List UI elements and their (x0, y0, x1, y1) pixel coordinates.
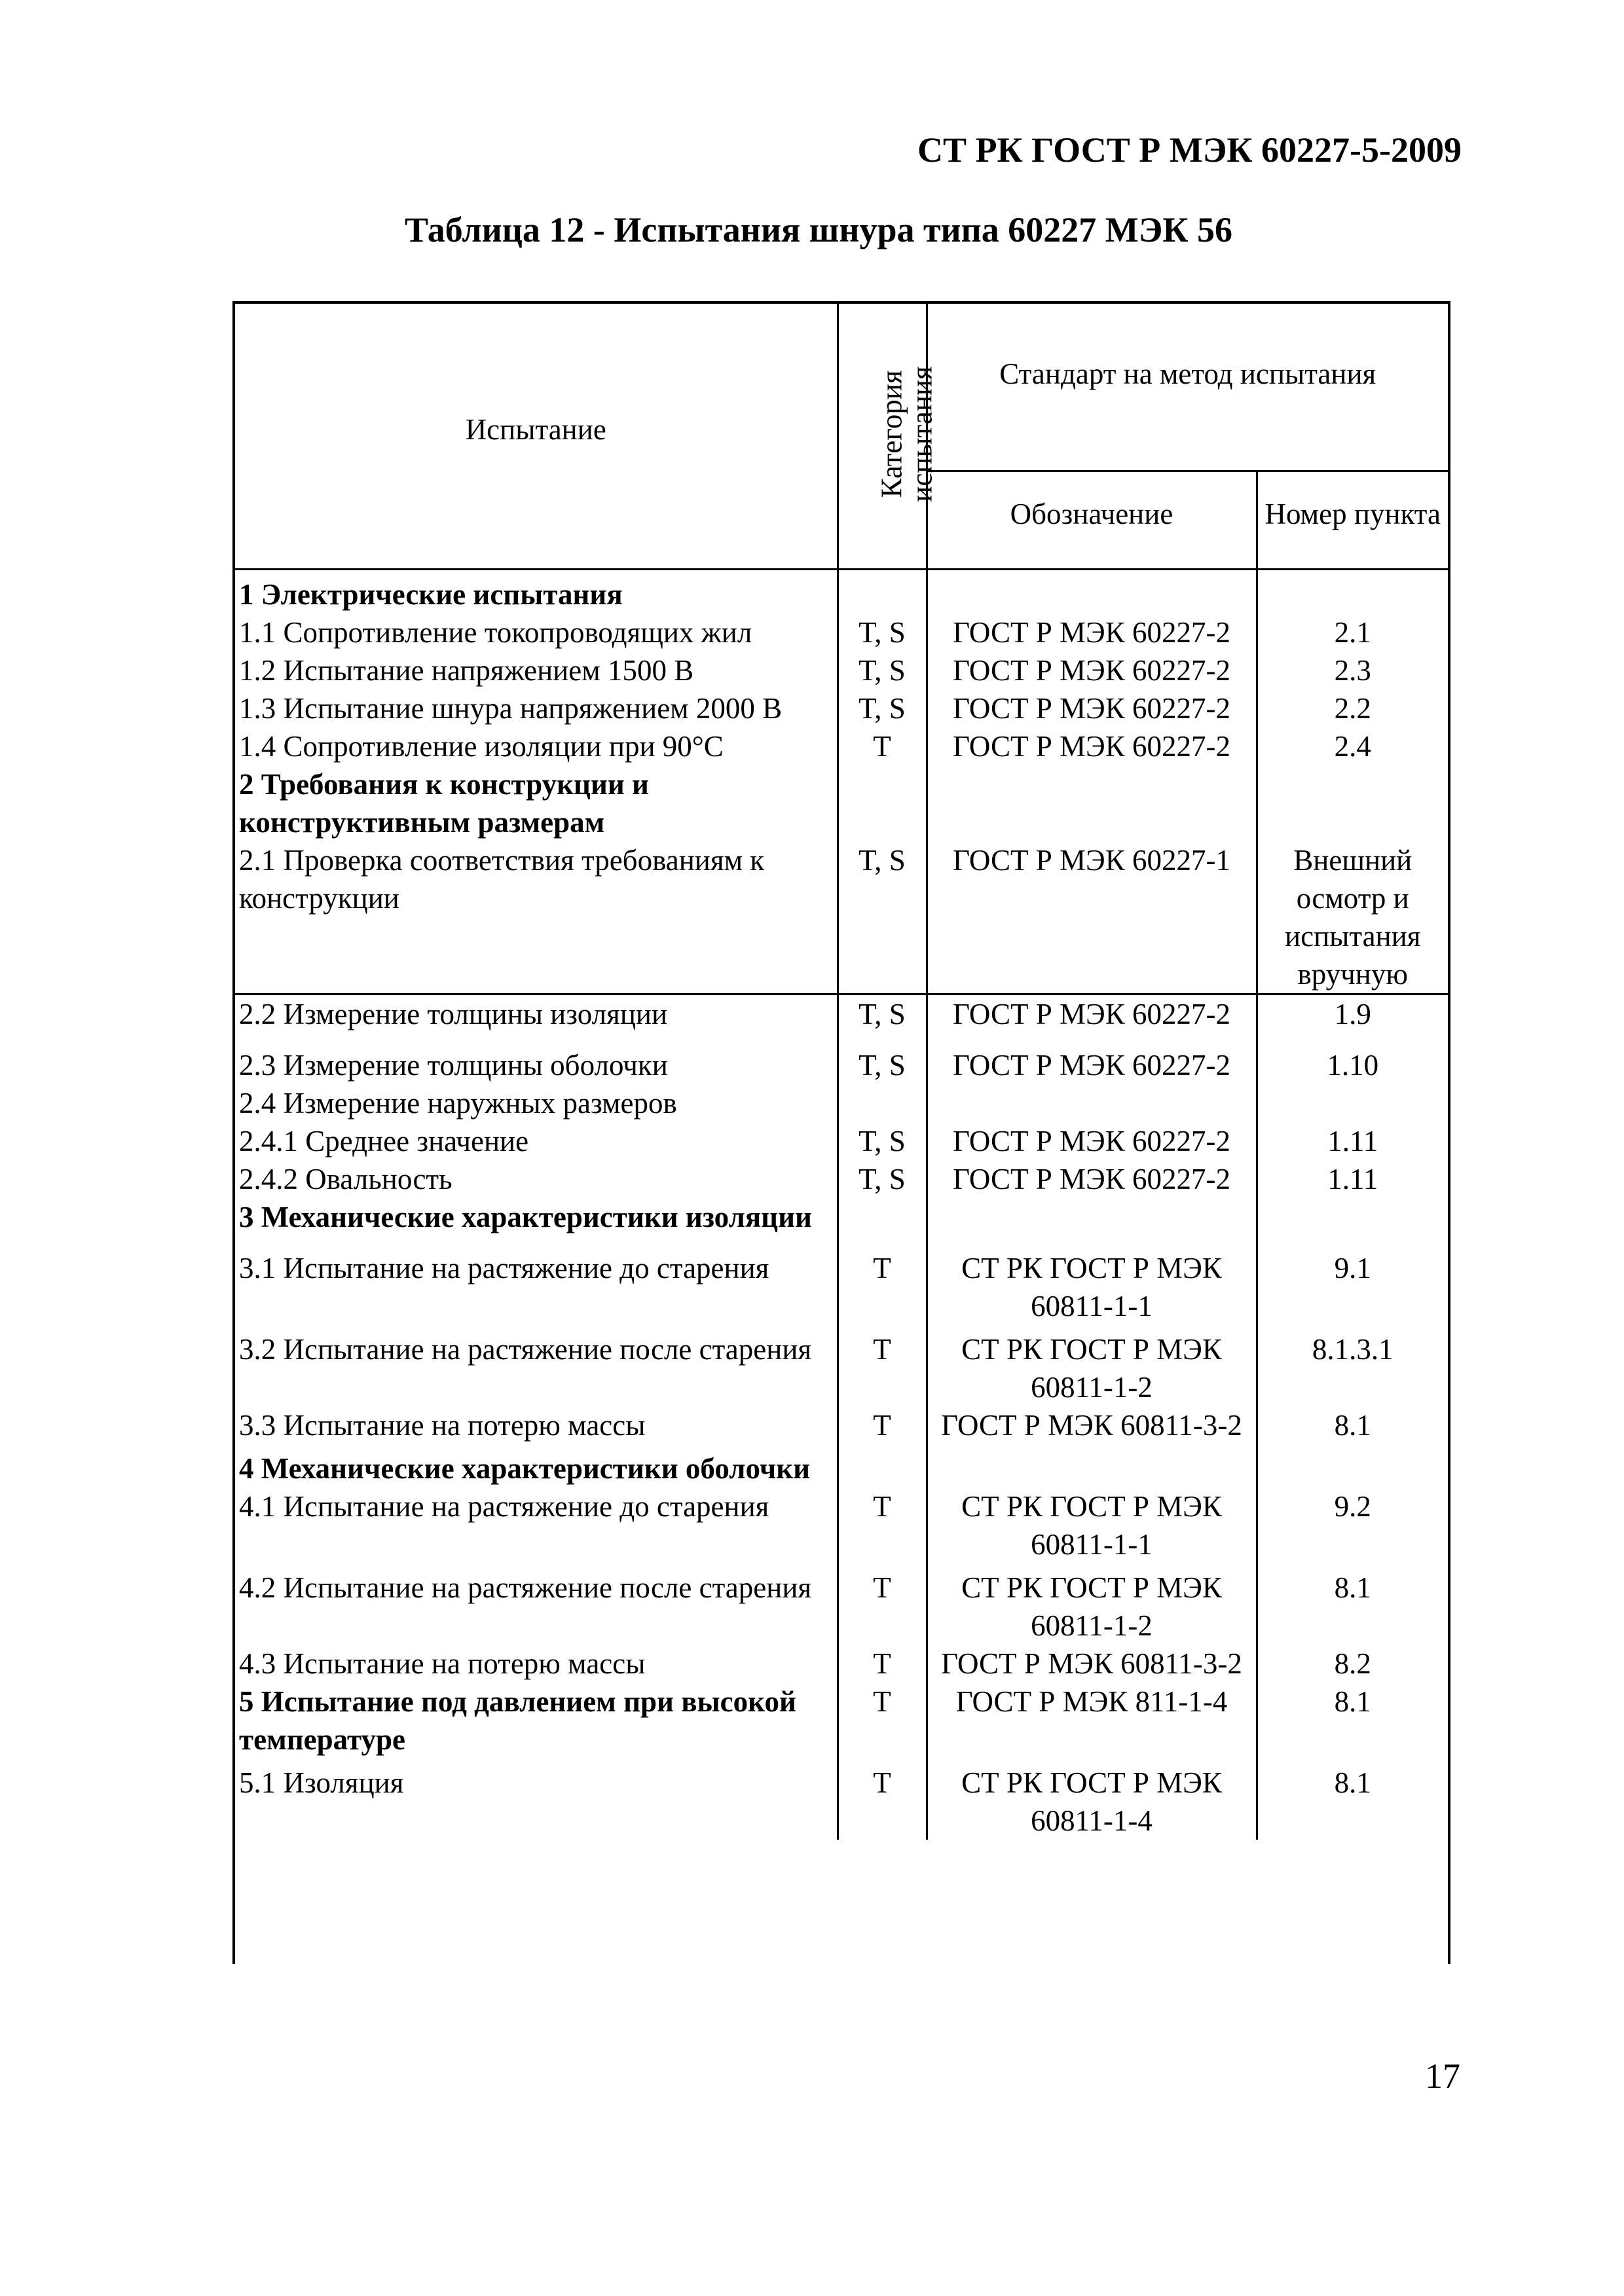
table-row (235, 689, 1448, 727)
row-test: 2.4.2 Овальность (235, 1160, 838, 1198)
table-row (235, 570, 1448, 614)
header-standard: Стандарт на метод испытания (927, 304, 1448, 471)
row-clause: 9.1 (1257, 1249, 1448, 1330)
table-row (235, 727, 1448, 765)
row-category: T, S (838, 689, 927, 727)
row-category: T, S (838, 841, 927, 994)
row-clause: 2.4 (1257, 727, 1448, 765)
row-standard: ГОСТ Р МЭК 60227-2 (927, 727, 1257, 765)
row-clause: 2.1 (1257, 613, 1448, 651)
row-standard: СТ РК ГОСТ Р МЭК 60811-1-2 (927, 1569, 1257, 1645)
row-category (838, 1084, 927, 1122)
row-clause: 2.3 (1257, 651, 1448, 689)
row-standard: СТ РК ГОСТ Р МЭК 60811-1-2 (927, 1330, 1257, 1406)
row-clause: 8.2 (1257, 1645, 1448, 1683)
row-test: 4.2 Испытание на растяжение после старения (235, 1569, 838, 1645)
row-clause: 1.9 (1257, 994, 1448, 1047)
table-row (235, 1330, 1448, 1406)
row-test: 3 Механические характеристики изоляции (235, 1198, 838, 1249)
row-test: 2.2 Измерение толщины изоляции (235, 994, 838, 1047)
row-category (838, 570, 927, 614)
table-row (235, 1645, 1448, 1683)
row-standard: ГОСТ Р МЭК 60227-2 (927, 689, 1257, 727)
row-standard: ГОСТ Р МЭК 60227-2 (927, 994, 1257, 1047)
row-test: 2.1 Проверка соответствия требованиям к конструкции (235, 841, 838, 994)
table-row (235, 1764, 1448, 1840)
table-row (235, 1449, 1448, 1487)
header-category (838, 304, 938, 570)
table-row (235, 1683, 1448, 1764)
row-test: 4.3 Испытание на потерю массы (235, 1645, 838, 1683)
row-clause: Внешний осмотр и испытания вручную (1257, 841, 1448, 994)
row-test: 1.3 Испытание шнура напряжением 2000 В (235, 689, 838, 727)
row-clause: 8.1.3.1 (1257, 1330, 1448, 1406)
row-test: 2.3 Измерение толщины оболочки (235, 1046, 838, 1084)
row-category: T, S (838, 1046, 927, 1084)
header-test: Испытание (235, 304, 838, 570)
row-test: 1.4 Сопротивление изоляции при 90°С (235, 727, 838, 765)
table-row (235, 1249, 1448, 1330)
row-standard (927, 1198, 1257, 1249)
row-category: T, S (838, 1122, 927, 1160)
table-row (235, 1198, 1448, 1249)
row-category: T (838, 1683, 927, 1764)
row-standard: ГОСТ Р МЭК 60227-1 (927, 841, 1257, 994)
table-row (235, 841, 1448, 994)
row-standard: ГОСТ Р МЭК 60227-2 (927, 1160, 1257, 1198)
page-number: 17 (1425, 2056, 1460, 2096)
row-test: 2 Требования к конструкции и конструктивным размерам (235, 765, 838, 841)
row-standard: СТ РК ГОСТ Р МЭК 60811-1-1 (927, 1249, 1257, 1330)
table-row (235, 613, 1448, 651)
table-row (235, 1569, 1448, 1645)
row-category (838, 1449, 927, 1487)
row-standard: ГОСТ Р МЭК 60227-2 (927, 613, 1257, 651)
table-row (235, 1487, 1448, 1569)
row-category: T, S (838, 994, 927, 1047)
row-test: 3.2 Испытание на растяжение после старения (235, 1330, 838, 1406)
row-category: T (838, 1569, 927, 1645)
row-standard (927, 1084, 1257, 1122)
row-standard: ГОСТ Р МЭК 60227-2 (927, 651, 1257, 689)
row-clause (1257, 1449, 1448, 1487)
row-test: 5.1 Изоляция (235, 1764, 838, 1840)
row-standard: СТ РК ГОСТ Р МЭК 60811-1-4 (927, 1764, 1257, 1840)
table-row (235, 765, 1448, 841)
row-standard (927, 765, 1257, 841)
test-table (232, 301, 1450, 1964)
row-standard: ГОСТ Р МЭК 60811-3-2 (927, 1406, 1257, 1449)
row-standard: ГОСТ Р МЭК 60811-3-2 (927, 1645, 1257, 1683)
row-category: T, S (838, 613, 927, 651)
row-clause (1257, 1084, 1448, 1122)
table-row (235, 1122, 1448, 1160)
row-clause: 9.2 (1257, 1487, 1448, 1569)
row-clause (1257, 1198, 1448, 1249)
row-clause: 2.2 (1257, 689, 1448, 727)
row-category: T (838, 1645, 927, 1683)
document-code: СТ РК ГОСТ Р МЭК 60227-5-2009 (917, 130, 1462, 170)
row-test: 2.4 Измерение наружных размеров (235, 1084, 838, 1122)
row-standard: ГОСТ Р МЭК 60227-2 (927, 1046, 1257, 1084)
row-clause: 8.1 (1257, 1569, 1448, 1645)
row-category: T (838, 1487, 927, 1569)
row-category: T, S (838, 1160, 927, 1198)
row-category: T (838, 1764, 927, 1840)
header-clause: Номер пункта (1257, 471, 1448, 570)
row-test: 5 Испытание под давлением при высокой температуре (235, 1683, 838, 1764)
row-standard: ГОСТ Р МЭК 60227-2 (927, 1122, 1257, 1160)
row-category: T (838, 1249, 927, 1330)
row-clause: 1.11 (1257, 1122, 1448, 1160)
table-row (235, 1046, 1448, 1084)
row-clause: 1.10 (1257, 1046, 1448, 1084)
row-clause (1257, 765, 1448, 841)
row-test: 2.4.1 Среднее значение (235, 1122, 838, 1160)
row-category: T (838, 1330, 927, 1406)
row-category: T (838, 1406, 927, 1449)
row-test: 1.1 Сопротивление токопроводящих жил (235, 613, 838, 651)
row-test: 3.3 Испытание на потерю массы (235, 1406, 838, 1449)
table-row (235, 1406, 1448, 1449)
table-row (235, 1084, 1448, 1122)
header-category-line1: Категория (875, 370, 908, 498)
table-row (235, 651, 1448, 689)
row-standard: ГОСТ Р МЭК 811-1-4 (927, 1683, 1257, 1764)
row-category: T, S (838, 651, 927, 689)
row-category (838, 765, 927, 841)
header-category-line2: испытания (905, 366, 938, 502)
table-title: Таблица 12 - Испытания шнура типа 60227 МЭК 56 (405, 210, 1232, 249)
row-clause: 8.1 (1257, 1683, 1448, 1764)
row-clause (1257, 570, 1448, 614)
row-clause: 8.1 (1257, 1406, 1448, 1449)
header-designation: Обозначение (927, 471, 1257, 570)
row-standard (927, 1449, 1257, 1487)
table-row (235, 994, 1448, 1047)
row-test: 4 Механические характеристики оболочки (235, 1449, 838, 1487)
row-category (838, 1198, 927, 1249)
row-test: 3.1 Испытание на растяжение до старения (235, 1249, 838, 1330)
row-category: T (838, 727, 927, 765)
row-test: 4.1 Испытание на растяжение до старения (235, 1487, 838, 1569)
row-test: 1.2 Испытание напряжением 1500 В (235, 651, 838, 689)
row-clause: 8.1 (1257, 1764, 1448, 1840)
table-row (235, 1160, 1448, 1198)
row-standard (927, 570, 1257, 614)
row-test: 1 Электрические испытания (235, 570, 838, 614)
row-clause: 1.11 (1257, 1160, 1448, 1198)
row-standard: СТ РК ГОСТ Р МЭК 60811-1-1 (927, 1487, 1257, 1569)
